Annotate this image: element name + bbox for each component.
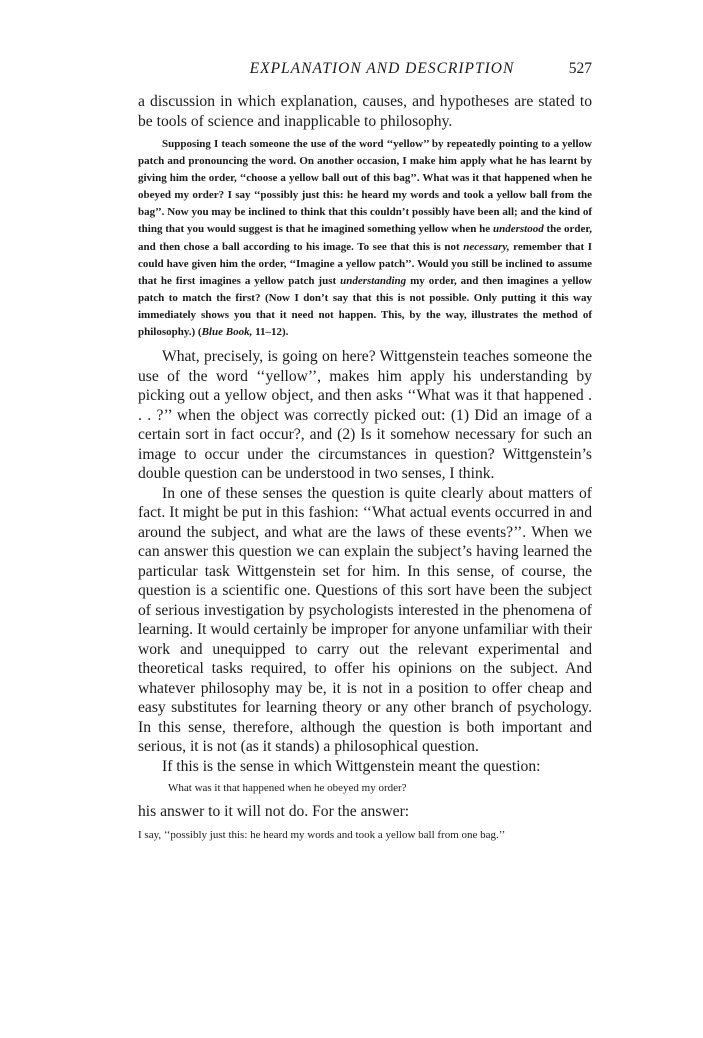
small-quote: I say, ‘‘possibly just this: he heard my words and took a yellow ball from one bag.’’ bbox=[138, 828, 506, 841]
quote-text-1: Supposing I teach someone the use of the word ‘‘yellow’’ by repeatedly pointing to a yellow patch and pronouncing the word. On another occasion, I make him apply what he has learnt by giving him the order, ‘‘choose a yellow ball out of this bag’’. What was it that happened when he obeyed my order? I say ‘‘possibly just this: he heard my words and took a yellow ball from the bag’’. Now you may be inclined to think that this couldn’t possibly have been all; and the kind of thing that you would suggest is that he imagined something yellow when he bbox=[138, 138, 592, 236]
quote-text-3: remember that I could have given him the order, ‘‘Imagine a yellow patch’’. Would you still be inclined to assume that he first imagines a yellow patch just bbox=[138, 240, 593, 287]
paragraph-2: What, precisely, is going on here? Wittgenstein teaches someone the use of the word ‘‘yellow’’, makes him apply his understanding by picking out a yellow object, and then asks ‘‘What was it that happened . . . ?’’ when the object was correctly picked out: (1) Did an image of a certain sort in fact occur?, and (2) Is it somehow necessary for such an image to occur under the circumstances in question? Wittgenstein’s double question can be understood in two senses, I think. bbox=[138, 348, 592, 483]
quote-text-2: the order, and then chose a ball according to his image. To see that this is not bbox=[138, 223, 592, 253]
block-quote bbox=[138, 136, 592, 341]
quote-citation-pages: 11–12). bbox=[252, 326, 289, 339]
running-header bbox=[138, 60, 592, 82]
paragraph-4: If this is the sense in which Wittgenstein meant the question: bbox=[162, 757, 541, 775]
paragraph-1: a discussion in which explanation, causes, and hypotheses are stated to be tools of science and inapplicable to philosophy. bbox=[138, 93, 592, 130]
page bbox=[138, 60, 592, 844]
quote-citation: Blue Book, bbox=[201, 326, 253, 339]
quote-emphasis-understood: understood bbox=[492, 223, 544, 236]
page-number: 527 bbox=[568, 60, 592, 77]
quote-emphasis-understanding: understanding bbox=[340, 274, 407, 287]
paragraph-3: In one of these senses the question is quite clearly about matters of fact. It might be put in this fashion: ‘‘What actual events occurred in and around the subject, and what are the laws of these events?’’. When we can answer this question we can explain the subject’s having learned the particular task Wittgenstein set for him. In this sense, of course, the question is a scientific one. Questions of this sort have been the subject of serious investigation by psychologists interested in the phenomena of learning. It would certainly be improper for anyone unfamiliar with their work and unequipped to carry out the relevant experimental and theoretical tasks required, to offer his opinions on the subject. And whatever philosophy may be, it is not in a position to offer cheap and easy substitutes for learning theory or any other branch of psychology. In this sense, therefore, although the question is both important and serious, it is not (as it stands) a philosophical question. bbox=[138, 484, 592, 756]
short-quote: What was it that happened when he obeyed my order? bbox=[168, 782, 407, 795]
running-title: EXPLANATION AND DESCRIPTION bbox=[249, 60, 515, 77]
paragraph-5: his answer to it will not do. For the answer: bbox=[138, 803, 410, 821]
quote-emphasis-necessary: necessary, bbox=[463, 240, 510, 253]
quote-text-4: my order, and then imagines a yellow patch to match the first? (Now I don’t say that this is not possible. Only putting it this way immediately shows you that it need not happen. This, by the way, illustrates the method of philosophy.) ( bbox=[138, 274, 592, 339]
